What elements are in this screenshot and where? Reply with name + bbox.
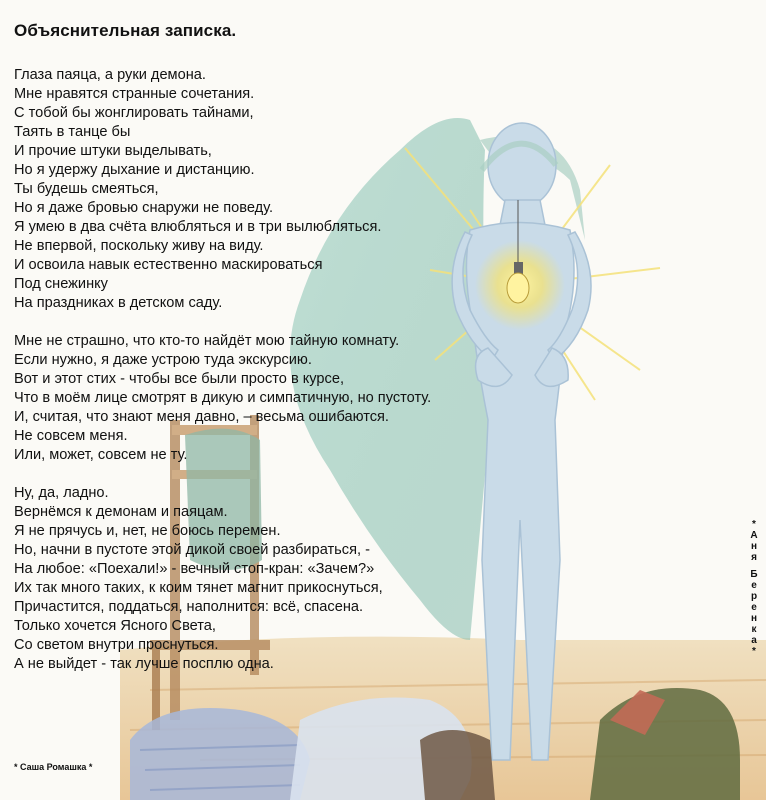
signature-char: Б <box>750 569 758 580</box>
poem <box>14 66 431 674</box>
signature-char: н <box>750 541 758 552</box>
signature-char: е <box>751 602 757 613</box>
poem-line: Вот и этот стих - чтобы все были просто в курсе, <box>14 371 345 387</box>
poem-line: На праздниках в детском саду. <box>14 295 223 311</box>
poem-line: Со светом внутри проснуться. <box>14 637 219 653</box>
signature-char: * <box>752 519 756 530</box>
stanza-gap <box>14 465 431 484</box>
author-signature-left: * Саша Ромашка * <box>14 762 93 772</box>
poem-line: Я умею в два счёта влюбляться и в три вылюбляться. <box>14 219 382 235</box>
poem-line: Если нужно, я даже устрою туда экскурсию. <box>14 352 312 368</box>
poem-line: Или, может, совсем не ту. <box>14 447 188 463</box>
poem-line: И освоила навык естественно маскироваться <box>14 257 323 273</box>
poem-line: И, считая, что знают меня давно, – весьма ошибаются. <box>14 409 389 425</box>
poem-line: Не совсем меня. <box>14 428 128 444</box>
poem-line: Ну, да, ладно. <box>14 485 109 501</box>
poem-line: Вернёмся к демонам и паяцам. <box>14 504 228 520</box>
poem-line: Но я удержу дыхание и дистанцию. <box>14 162 255 178</box>
poem-line: Причастится, поддаться, наполнится: всё, спасена. <box>14 599 364 615</box>
stanza-gap <box>14 313 431 332</box>
poem-line: Не впервой, поскольку живу на виду. <box>14 238 264 254</box>
lightbulb-base <box>514 262 523 274</box>
signature-char: * <box>752 646 756 657</box>
page-title: Объяснительная записка. <box>14 21 237 40</box>
poem-line: Мне не страшно, что кто-то найдёт мою тайную комнату. <box>14 333 400 349</box>
poem-line: Но я даже бровью снаружи не поведу. <box>14 200 274 216</box>
poem-line: С тобой бы жонглировать тайнами, <box>14 105 254 121</box>
author-signature-vertical <box>748 519 760 657</box>
poem-line: Таять в танце бы <box>14 124 131 140</box>
signature-char: н <box>750 613 758 624</box>
poem-line: А не выйдет - так лучше посплю одна. <box>14 656 274 672</box>
poem-line: Только хочется Ясного Света, <box>14 618 216 634</box>
signature-char: а <box>751 635 757 646</box>
brown-clothes <box>420 730 495 800</box>
poem-line: Ты будешь смеяться, <box>14 181 159 197</box>
poem-line: Я не прячусь и, нет, не боюсь перемен. <box>14 523 281 539</box>
signature-char: р <box>750 591 758 602</box>
poem-line: Мне нравятся странные сочетания. <box>14 86 255 102</box>
poem-line: Их так много таких, к коим тянет магнит прикоснуться, <box>14 580 383 596</box>
poem-line: На любое: «Поехали!» - вечный стоп-кран: «Зачем?» <box>14 561 375 577</box>
poem-line: Но, начни в пустоте этой дикой своей разбираться, - <box>14 542 370 558</box>
poem-line: Под снежинку <box>14 276 108 292</box>
signature-char: А <box>750 530 758 541</box>
signature-char: к <box>751 624 757 635</box>
lightbulb <box>507 273 529 303</box>
signature-char: е <box>751 580 757 591</box>
poem-line: И прочие штуки выделывать, <box>14 143 212 159</box>
poem-line: Что в моём лице смотрят в дикую и симпатичную, но пустоту. <box>14 390 432 406</box>
poem-line: Глаза паяца, а руки демона. <box>14 67 206 83</box>
signature-char: я <box>751 552 757 563</box>
